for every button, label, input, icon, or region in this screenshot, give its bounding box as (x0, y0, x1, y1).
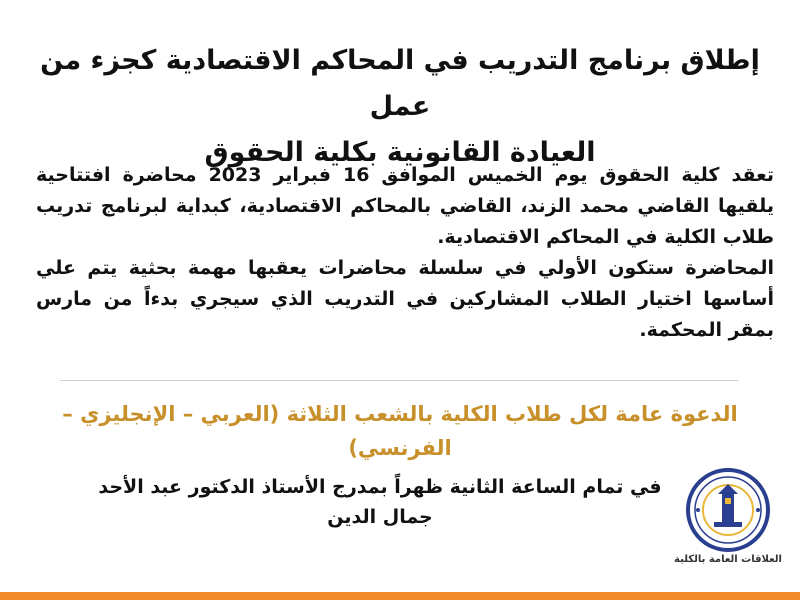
faculty-logo (672, 468, 784, 590)
announcement-title (40, 38, 760, 176)
title-line-2: العيادة القانونية بكلية الحقوق (204, 137, 596, 168)
paragraph-lecture-details: تعقد كلية الحقوق يوم الخميس الموافق 16 فبراير 2023 محاضرة افتتاحية يلقيها القاضي محمد الزند، القاضي بالمحاكم الاقتصادية، كبداية لبرنامج تدريب طلاب الكلية في المحاكم الاقتصادية. (36, 164, 774, 248)
bottom-accent-bar (0, 592, 800, 600)
invitation-text: الدعوة عامة لكل طلاب الكلية بالشعب الثلاثة (العربي – الإنجليزي – الفرنسي) (62, 402, 738, 460)
logo-caption: العلاقات العامة بالكلية (674, 554, 782, 565)
paragraph-lecture-series: المحاضرة ستكون الأولي في سلسلة محاضرات يعقبها مهمة بحثية يتم علي أساسها اختيار الطلاب المشاركين في التدريب الذي سيجري بدءاً من مارس بمقر المحكمة. (36, 257, 774, 341)
time-place-text: في تمام الساعة الثانية ظهراً بمدرج الأستاذ الدكتور عبد الأحد جمال الدين (98, 476, 662, 528)
announcement-body (36, 160, 774, 346)
title-line-1: إطلاق برنامج التدريب في المحاكم الاقتصادية كجزء من عمل (40, 45, 760, 122)
faculty-seal-icon (686, 468, 770, 552)
divider (60, 380, 738, 381)
